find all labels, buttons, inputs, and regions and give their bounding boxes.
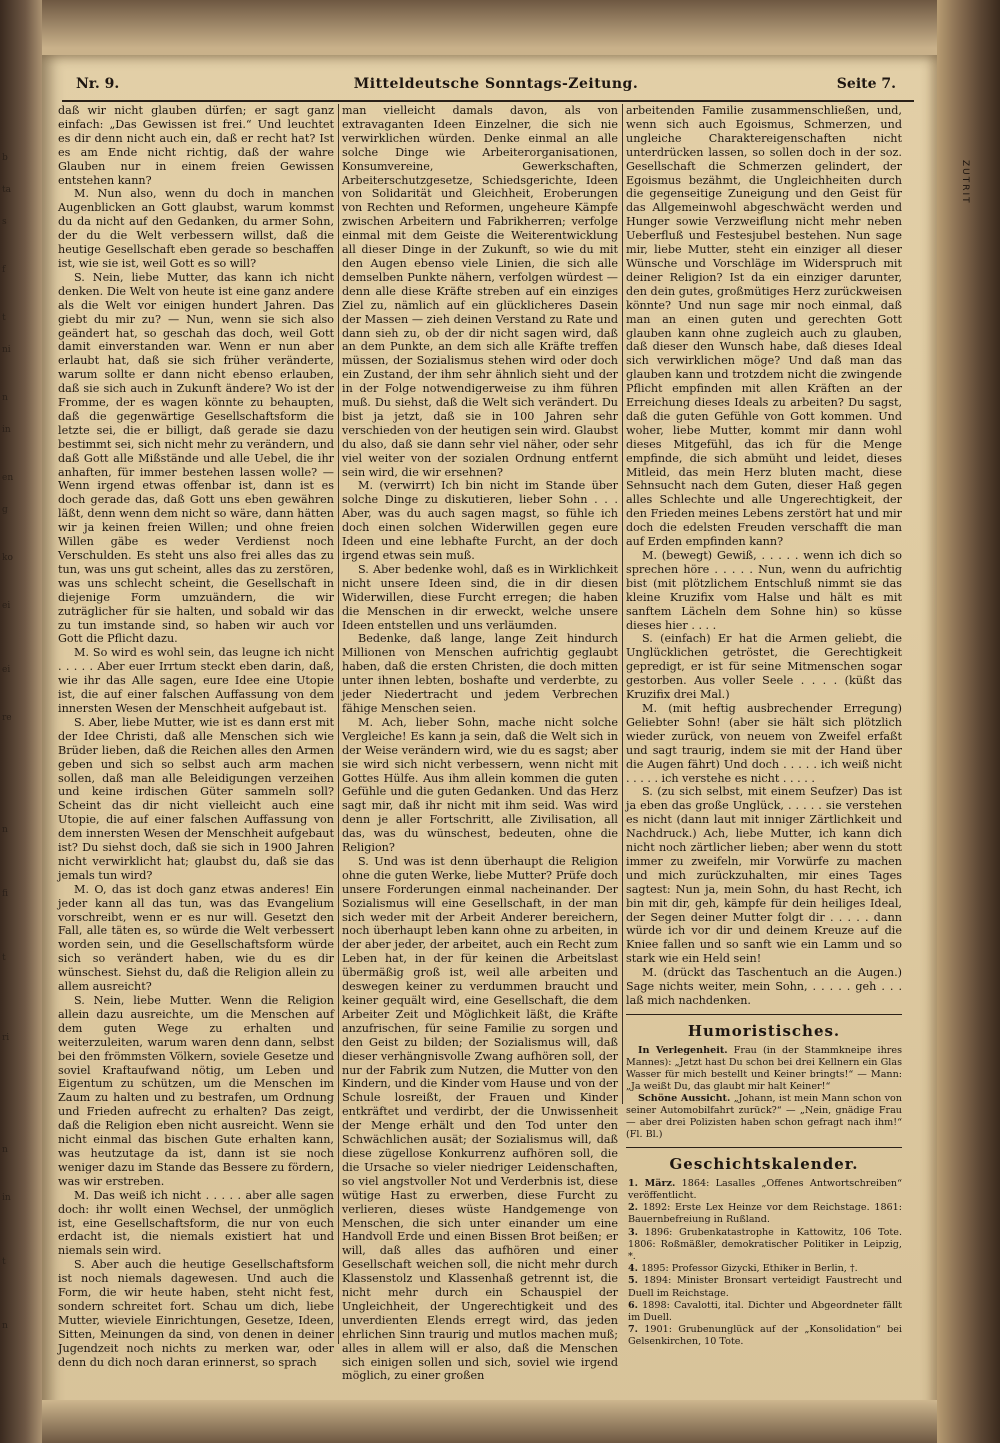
fragment-text — [2, 518, 38, 534]
fragment-text — [2, 1126, 38, 1142]
fragment-text: en — [2, 473, 14, 483]
humor-item-text: Frau (in der Stammkneipe ihres Mannes): „Jetzt hast Du schon bei drei Kellnern ein Glas Wasser für mich bestellt und Keiner bringts!“ — Mann: „Ja weißt Du, das glaubt mir halt Keiner!“ — [626, 1044, 902, 1092]
calendar-text: 1896: Grubenkatastrophe in Kattowitz, 106 Tote. 1806: Roßmäßler, demokratischer Politiker in Leipzig, *. — [628, 1226, 902, 1262]
fragment-text — [2, 326, 38, 342]
fragment-text — [2, 726, 38, 742]
humor-item — [626, 1093, 902, 1141]
fragment-text — [2, 1046, 38, 1062]
fragment-text — [2, 1222, 38, 1238]
fragment-text — [2, 1094, 38, 1110]
fragment-text: ko — [2, 553, 13, 563]
page-number: Seite 7. — [836, 76, 896, 92]
fragment-text — [2, 1238, 38, 1254]
fragment-text — [2, 902, 38, 918]
fragment-text: in — [2, 425, 11, 435]
fragment-text — [2, 870, 38, 886]
calendar-entry — [626, 1324, 902, 1348]
fragment-text: ta — [2, 185, 11, 195]
calendar-entry — [626, 1227, 902, 1264]
section-rule — [626, 1014, 902, 1015]
fragment-text: t — [2, 1257, 6, 1267]
humor-items — [626, 1045, 902, 1141]
issue-number: Nr. 9. — [76, 76, 120, 92]
fragment-text — [2, 1302, 38, 1318]
calendar-entry — [626, 1263, 902, 1275]
dialogue-continuation — [626, 104, 902, 1008]
calendar-text: 1892: Erste Lex Heinze vor dem Reichstage. 1861: Bauernbefreiung in Rußland. — [628, 1202, 902, 1226]
fragment-text — [2, 1158, 38, 1174]
calendar-entry — [626, 1300, 902, 1324]
paragraph: S. (zu sich selbst, mit einem Seufzer) Das ist ja eben das große Unglück, . . . . . sie verstehen es nicht (dann laut mit inniger Zärtlichkeit und Nachdruck.) Ach, liebe Mutter, ich kann dich nicht noch zärtlicher lieben; aber wenn du stott immer zu zweifeln, mir Vorwürfe zu machen und mich zurückzuhalten, mir eines Tages sagtest: Nun ja, mein Sohn, du hast Recht, ich bin mit dir, geh, kämpfe für dein heiliges Ideal, der Segen deiner Mutter folgt dir . . . . . dann würde ich vor dir und deinem Kreuze auf die Kniee fallen und so sanft wie ein Lamm und so stark wie ein Held sein! — [626, 785, 902, 966]
calendar-day: 5. — [628, 1275, 639, 1287]
fragment-text: g — [2, 505, 8, 515]
fragment-text — [2, 230, 38, 246]
fragment-text: ei — [2, 601, 11, 611]
fragment-text: n — [2, 825, 8, 835]
paragraph: S. Aber auch die heutige Gesellschaftsform ist noch niemals dagewesen. Und auch die Form, die wir heute haben, steht nicht fest, sondern schreitet fort. Schau um dich, liebe Mutter, wieviele Einrichtungen, Gesetze, Ideen, Sitten, Meinungen da sind, von denen in deiner Jugendzeit noch nichts zu merken war, oder denn du dich noch daran erinnerst, so sprach — [58, 1258, 334, 1369]
text-column-3 — [626, 104, 902, 1349]
fragment-text — [2, 406, 38, 422]
fragment-text — [2, 1014, 38, 1030]
fragment-text — [2, 790, 38, 806]
paragraph: Bedenke, daß lange, lange Zeit hindurch Millionen von Menschen aufrichtig geglaubt haben, daß die ersten Christen, die doch mitten unter ihnen lebten, boshafte und verderbte, zu jeder Niedertracht und jedem Verbrechen fähige Menschen seien. — [342, 632, 618, 715]
fragment-text: n — [2, 1145, 8, 1155]
paragraph: M. Das weiß ich nicht . . . . . aber alle sagen doch: ihr wollt einen Wechsel, der unmöglich ist, eine Gesellschaftsform, die nur von euch erdacht ist, die niemals existiert hat und niemals sein wird. — [58, 1188, 334, 1258]
book-spine-label: ZUTRIT — [960, 160, 970, 205]
text-column-2 — [342, 104, 618, 1383]
calendar-text: 1895: Professor Gizycki, Ethiker in Berlin, †. — [638, 1263, 858, 1275]
fragment-text — [2, 678, 38, 694]
paragraph: M. Ach, lieber Sohn, mache nicht solche Vergleiche! Es kann ja sein, daß die Welt sich in der Weise verändern wird, wie du es sagst; aber sie wird sich nicht verbessern, wenn nicht mit Gottes Hülfe. Aus ihm allein kommen die guten Gefühle und die guten Gedanken. Und das Herz sagt mir, daß ihr nicht mit ihm seid. Was wird denn je aller Fortschritt, alle Zivilisation, all das, was du wünschest, bedeuten, ohne die Religion? — [342, 715, 618, 855]
fragment-text — [2, 694, 38, 710]
humor-item — [626, 1045, 902, 1093]
fragment-text: fi — [2, 889, 9, 899]
fragment-text — [2, 614, 38, 630]
fragment-text — [2, 1110, 38, 1126]
fragment-text — [2, 1286, 38, 1302]
paragraph: M. Nun also, wenn du doch in manchen Augenblicken an Gott glaubst, warum kommst du da nicht auf den Gedanken, du armer Sohn, der du die Welt verbessern willst, daß die heutige Gesellschaft eben gerade so beschaffen ist, wie sie ist, weil Gott es so will? — [58, 187, 334, 270]
calendar-entry — [626, 1275, 902, 1299]
fragment-text: ri — [2, 1033, 10, 1043]
fragment-text: b — [2, 153, 8, 163]
fragment-text — [2, 486, 38, 502]
section-rule — [626, 1147, 902, 1148]
fragment-text: re — [2, 713, 12, 723]
column-divider — [338, 104, 339, 1344]
fragment-text — [2, 566, 38, 582]
fragment-text — [2, 1174, 38, 1190]
paragraph: arbeitenden Familie zusammenschließen, und, wenn sich auch Egoismus, Schmerzen, und ungleiche Charaktereigenschaften nicht unterdrücken lassen, so sollen doch in der soz. Gesellschaft die Schmerzen gelindert, der Egoismus bezähmt, die Ungleichheiten durch die gegenseitige Zuneigung und den Geist für das Allgemeinwohl abgeschwächt werden und Hunger sowie Verzweiflung nicht mehr neben Ueberfluß und Festesjubel bestehen. Nun sage mir, liebe Mutter, steht ein einziger all dieser Wünsche und Vorschläge im Widerspruch mit deiner Religion? Ist da ein einziger darunter, den dein gutes, großmütiges Herz zurückweisen könnte? Und nun sage mir noch einmal, daß man an einen guten und gerechten Gott glauben kann ohne zugleich auch zu glauben, daß dieser den Wunsch habe, daß dieses Ideal sich verwirklichen möge? Und daß man das glauben kann und trotzdem nicht die zwingende Pflicht empfinden mit allen Kräften an der Erreichung dieses Ideals zu arbeiten? Du sagst, daß die guten Gefühle von Gott kommen. Und woher, liebe Mutter, kommt mir dann wohl dieses Mitgefühl, das ich für die Menge empfinde, die sich abmüht und leidet, dieses Mitleid, das mein Herz bluten macht, diese Sehnsucht nach dem Guten, dieser Haß gegen alles Schlechte und alle Ungerechtigkeit, der den Frieden meines Lebens zerstört hat und mir doch die edelsten Freuden verschafft die man auf Erden empfinden kann? — [626, 104, 902, 549]
humor-item-text: „Johann, ist mein Mann schon von seiner Automobilfahrt zurück?“ — „Nein, gnädige Frau — aber drei Polizisten haben schon gefragt nach ihm!“ (Fl. Bl.) — [626, 1092, 902, 1140]
calendar-day: 4. — [628, 1263, 639, 1275]
calendar-entry — [626, 1178, 902, 1202]
fragment-text: in — [2, 1193, 11, 1203]
calendar-day: 7. — [628, 1324, 639, 1336]
book-edge-right — [937, 0, 1000, 1443]
fragment-text — [2, 1062, 38, 1078]
fragment-text: t — [2, 313, 6, 323]
fragment-text: s — [2, 217, 7, 227]
calendar-day: 6. — [628, 1299, 639, 1311]
fragment-text — [2, 774, 38, 790]
paragraph: S. Und was ist denn überhaupt die Religion ohne die guten Werke, liebe Mutter? Prüfe doch unsere Forderungen einmal nacheinander. Der Sozialismus will eine Gesellschaft, in der man sich weder mit der Arbeit Anderer bereichern, noch überhaupt leben kann ohne zu arbeiten, in der aber jeder, der arbeitet, auch ein Recht zum Leben hat, in der für keinen die Arbeitslast übermäßig groß ist, weil alle arbeiten und deswegen keiner zu verdummen braucht und keiner gequält wird, eine Gesellschaft, die dem Arbeiter Zeit und Möglichkeit läßt, die Kräfte anzufrischen, für seine Familie zu sorgen und den Geist zu bilden; der Sozialismus will, daß dieser verhängnisvolle Zwang aufhören soll, der nur der Fabrik zum Nutzen, die Mutter von den Kindern, und die Kinder vom Hause und von der Schule losreißt, der Frauen und Kinder entkräftet und verdirbt, der die Unwissenheit der Menge erhält und den Tod unter den Schwächlichen ausät; der Sozialismus will, daß diese zügellose Konkurrenz aufhören soll, die die Ursache so vieler niedriger Leidenschaften, so viel angstvoller Not und Verderbnis ist, diese wütige Hast zu erwerben, diese Furcht zu verlieren, dieses wüste Handgemenge von Menschen, die sich unter einander um eine Handvoll Erde und einen Bissen Brot beißen; er will, daß alles das aufhören und einer Gesellschaft weichen soll, die nicht mehr durch Klassenstolz und Klassenhaß getrennt ist, die nicht mehr durch ein Schauspiel der Ungleichheit, der Ungerechtigkeit und des unverdienten Elends erregt wird, das jeden ehrlichen Sinn traurig und mutlos machen muß; alles in allem will er also, daß die Menschen sich einigen sollen und sich, soviel wie irgend möglich, zu einer großen — [342, 854, 618, 1383]
fragment-text — [2, 582, 38, 598]
fragment-text — [2, 534, 38, 550]
fragment-text — [2, 1350, 38, 1366]
paragraph: M. O, das ist doch ganz etwas anderes! Ein jeder kann all das tun, was das Evangelium vorschreibt, wenn er es nur will. Gesetzt den Fall, alle täten es, so würde die Welt verbessert worden sein, und die Gesellschaftsform würde sich so verändert haben, wie du es dir wünschest. Siehst du, daß die Religion allein zu allem ausreicht? — [58, 882, 334, 994]
fragment-text — [2, 982, 38, 998]
fragment-text — [2, 646, 38, 662]
paragraph: M. (drückt das Taschentuch an die Augen.) Sage nichts weiter, mein Sohn, . . . . . geh . . . laß mich nachdenken. — [626, 966, 902, 1007]
fragment-text: f — [2, 265, 6, 275]
paragraph: S. Aber bedenke wohl, daß es in Wirklichkeit nicht unsere Ideen sind, die in dir diesen Widerwillen, diese Furcht erregen; die haben die Menschen in dir erweckt, welche unsere Ideen entstellen und uns verläumden. — [342, 562, 618, 632]
history-calendar — [626, 1178, 902, 1349]
calendar-text: 1894: Minister Bronsart verteidigt Faustrecht und Duell im Reichstage. — [628, 1275, 902, 1299]
paragraph: M. So wird es wohl sein, das leugne ich nicht . . . . . Aber euer Irrtum steckt eben darin, daß, wie ihr das Alle sagen, eure Idee eine Utopie ist, die auf einer falschen Auffassung von dem innersten Wesen der Menschheit aufgebaut ist. — [58, 646, 334, 715]
paragraph: S. (einfach) Er hat die Armen geliebt, die Unglücklichen getröstet, die Gerechtigkeit gepredigt, er ist für seine Mitmenschen sogar gestorben. Aus voller Seele . . . . (küßt das Kruzifix drei Mal.) — [626, 632, 902, 702]
fragment-text — [2, 1270, 38, 1286]
fragment-text — [2, 358, 38, 374]
fragment-text — [2, 998, 38, 1014]
fragment-text — [2, 166, 38, 182]
adjacent-page-fragments — [2, 150, 38, 1400]
text-column-1 — [58, 104, 334, 1369]
paragraph: M. (mit heftig ausbrechender Erregung) Geliebter Sohn! (aber sie hält sich plötzlich wieder zurück, von neuem von Zweifel erfaßt und sagt traurig, indem sie mit der Hand über die Augen fährt) Und doch . . . . . ich weiß nicht . . . . . ich verstehe es nicht . . . . . — [626, 701, 902, 785]
humor-item-lead: In Verlegenheit. — [638, 1044, 728, 1056]
fragment-text — [2, 806, 38, 822]
paragraph: man vielleicht damals davon, als von extravaganten Ideen Einzelner, die sich nie verwirklichen würden. Denke einmal an alle solche Dinge wie Arbeiterorganisationen, Konsumvereine, Gewerkschaften, Arbeiterschutzgesetze, Schiedsgerichte, Ideen von Solidarität und Gleichheit, Eroberungen von Rechten und Reformen, ungeheure Kämpfe zwischen Arbeitern und Fabrikherren; verfolge einmal mit dem Geiste die Weiterentwicklung all dieser Dinge in der Zukunft, so wie du mit den Augen ebenso viele Linien, die sich alle demselben Punkte nähern, verfolgen würdest — denn alle diese Kräfte streben auf ein einziges Ziel zu, nämlich auf ein glücklicheres Dasein der Massen — zieh deinen Verstand zu Rate und dann sieh zu, ob der dir nicht sagen wird, daß an dem Punkte, an dem sich alle Kräfte treffen müssen, der Sozialismus stehen wird oder doch ein Zustand, der ihm sehr ähnlich sieht und der in der Folge notwendigerweise zu ihm führen muß. Du siehst, daß die Welt sich verändert. Du bist ja jetzt, daß sie in 100 Jahren sehr verschieden von der heutigen sein wird. Glaubst du also, daß sie dann sehr viel näher, oder sehr viel weiter von der sozialen Ordnung entfernt sein wird, die wir ersehnen? — [342, 104, 618, 479]
fragment-text — [2, 1078, 38, 1094]
page-top-margin — [42, 0, 937, 60]
humor-item-lead: Schöne Aussicht. — [638, 1092, 731, 1104]
calendar-text: 1864: Lasalles „Offenes Antwortschreiben“ veröffentlicht. — [628, 1177, 902, 1201]
fragment-text: n — [2, 1321, 8, 1331]
fragment-text — [2, 918, 38, 934]
calendar-entry — [626, 1202, 902, 1226]
calendar-text: 1901: Grubenunglück auf der „Konsolidation“ bei Gelsenkirchen, 10 Tote. — [628, 1324, 902, 1348]
calendar-day: 1. März. — [628, 1177, 676, 1189]
history-calendar-title: Geschichtskalender. — [669, 1154, 859, 1173]
fragment-text — [2, 454, 38, 470]
paragraph: S. Nein, liebe Mutter, das kann ich nicht denken. Die Welt von heute ist eine ganz andere als die Welt vor einigen hundert Jahren. Das giebt du mir zu? — Nun, wenn sie sich also geändert hat, so geschah das doch, weil Gott damit einverstanden war. Wenn er nun aber erlaubt hat, daß sie sich früher veränderte, warum sollte er dann nicht ebenso erlauben, daß sie sich auch in Zukunft ändere? Wo ist der Fromme, der es wagen könnte zu behaupten, daß die gegenwärtige Gesellschaftsform die letzte sei, die er billigt, daß gerade sie dazu bestimmt sei, sich nicht mehr zu verändern, und daß Gott alle Mißstände und alle Uebel, die ihr anhaften, für immer bestehen lassen wolle? — Wenn irgend etwas offenbar ist, dann ist es doch gerade das, daß Gott uns eben gewähren läßt, denn wenn dem nicht so wäre, dann hätten wir ja keinen freien Willen; und ohne freien Willen gäbe es weder Verdienst noch Verschulden. Es steht uns also frei alles das zu tun, was uns gut scheint, alles das zu zerstören, was uns schlecht scheint, die Gesellschaft in diejenige Form umzuändern, die wir zuträglicher für sie halten, und sobald wir das zu tun imstande sind, so haben wir auch vor Gott die Pflicht dazu. — [58, 270, 334, 646]
calendar-day: 2. — [628, 1202, 639, 1214]
page-bottom-margin — [42, 1400, 937, 1443]
fragment-text: ni — [2, 345, 11, 355]
fragment-text — [2, 278, 38, 294]
fragment-text — [2, 1334, 38, 1350]
fragment-text: n — [2, 393, 8, 403]
fragment-text — [2, 758, 38, 774]
fragment-text — [2, 854, 38, 870]
fragment-text: t — [2, 953, 6, 963]
fragment-text — [2, 1206, 38, 1222]
fragment-text — [2, 966, 38, 982]
newspaper-title: Mitteldeutsche Sonntags-Zeitung. — [353, 76, 639, 92]
humor-section-title: Humoristisches. — [687, 1021, 841, 1040]
fragment-text — [2, 374, 38, 390]
fragment-text — [2, 198, 38, 214]
calendar-day: 3. — [628, 1226, 639, 1238]
paragraph: S. Aber, liebe Mutter, wie ist es dann erst mit der Idee Christi, daß alle Menschen sich wie Brüder lieben, daß die Reichen alles den Armen geben und sich so selbst auch arm machen sollen, daß man alle Beleidigungen verzeihen und keine irdischen Güter sammeln soll? Scheint das dir nicht vielleicht auch eine Utopie, die auf einer falschen Auffassung von dem innersten Wesen der Menschheit aufgebaut ist? Du siehst doch, daß sie sich in 1900 Jahren nicht verwirklicht hat; glaubst du, daß sie das jemals tun wird? — [58, 715, 334, 882]
fragment-text — [2, 630, 38, 646]
paragraph: M. (bewegt) Gewiß, . . . . . wenn ich dich so sprechen höre . . . . . Nun, wenn du aufrichtig bist (mit plötzlichem Entschluß nimmt sie das kleine Kruzifix vom Halse und hält es mit sanftem Lächeln dem Sohne hin) so küsse dieses hier . . . . — [626, 549, 902, 632]
column-divider — [622, 104, 623, 1104]
page-header — [76, 76, 916, 98]
paragraph: M. (verwirrt) Ich bin nicht im Stande über solche Dinge zu diskutieren, lieber Sohn . . . Aber, was du auch sagen magst, so fühle ich doch einen solchen Widerwillen gegen eure Ideen und eine lebhafte Furcht, an der doch irgend etwas sein muß. — [342, 479, 618, 562]
calendar-text: 1898: Cavalotti, ital. Dichter und Abgeordneter fällt im Duell. — [628, 1299, 902, 1323]
fragment-text — [2, 294, 38, 310]
fragment-text — [2, 838, 38, 854]
paragraph: S. Nein, liebe Mutter. Wenn die Religion allein dazu ausreichte, um die Menschen auf dem guten Wege zu erhalten und weiterzuleiten, warum waren denn dann, selbst bei den frömmsten Völkern, soviele Gesetze und soviel Kraftaufwand nötig, um Leben und Eigentum zu schützen, um die Menschen im Zaum zu halten und zu bestrafen, um Ordnung und Frieden aufrecht zu erhalten? Das zeigt, daß die Religion eben nicht ausreicht. Wenn sie nicht einmal das bischen Gute erhalten kann, was heutzutage da ist, dann ist sie noch weniger dazu im Stande das Bessere zu fördern, was wir erstreben. — [58, 994, 334, 1188]
fragment-text — [2, 934, 38, 950]
fragment-text — [2, 438, 38, 454]
fragment-text: ei — [2, 665, 11, 675]
header-rule — [62, 100, 914, 102]
paragraph: daß wir nicht glauben dürfen; er sagt ganz einfach: „Das Gewissen ist frei.“ Und leuchtet es dir denn nicht auch ein, daß er recht hat? Ist es am Ende nicht richtig, daß der wahre Glauben nur in einem freien Gewissen entstehen kann? — [58, 104, 334, 187]
fragment-text — [2, 742, 38, 758]
fragment-text — [2, 246, 38, 262]
